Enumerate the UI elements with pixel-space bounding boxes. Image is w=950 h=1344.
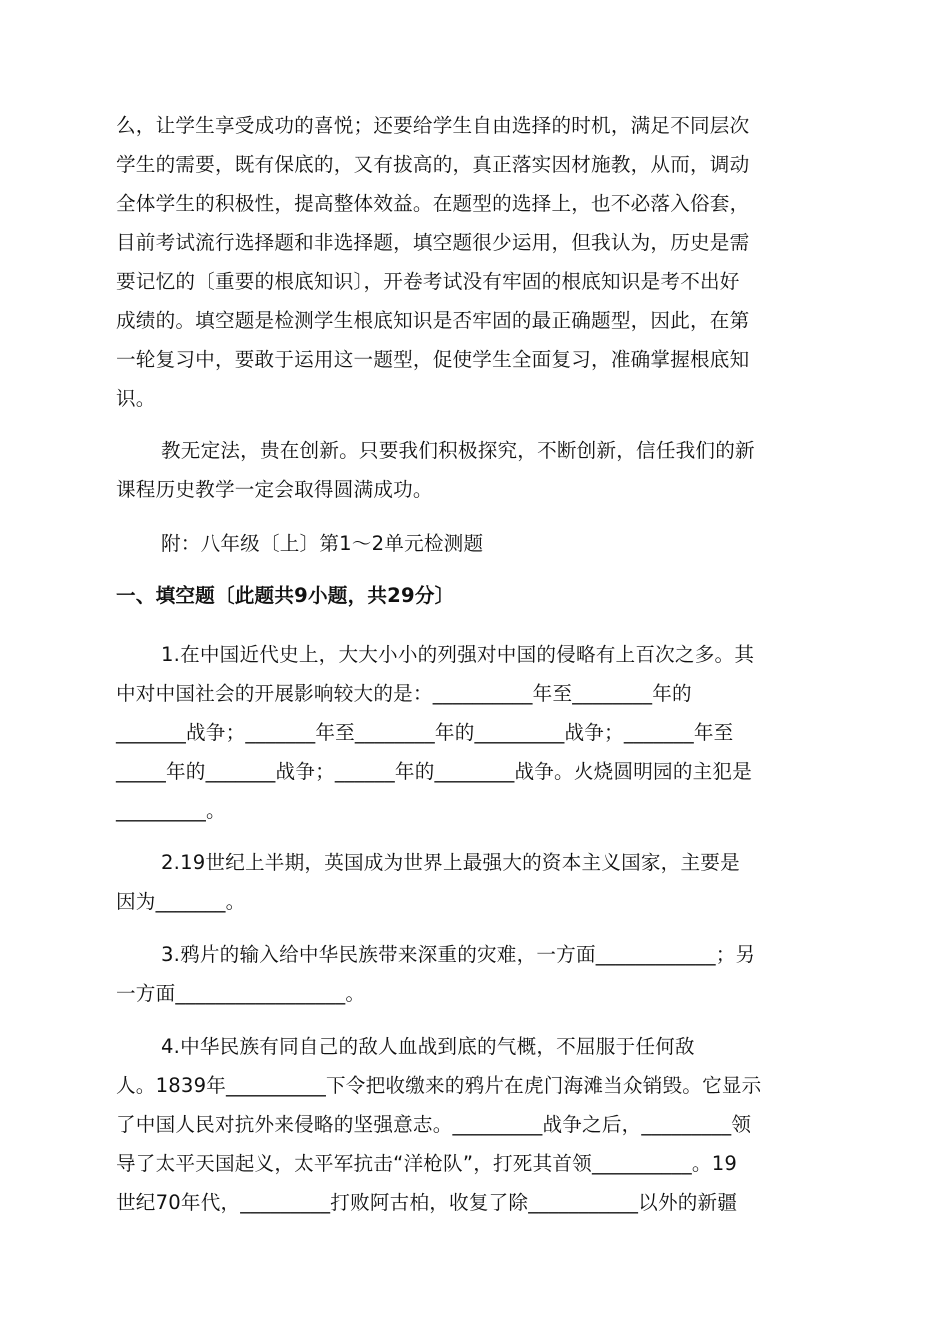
question-1-line: 1.在中国近代史上，大大小小的列强对中国的侵略有上百次之多。其 <box>161 643 755 666</box>
paragraph-line: 成绩的。填空题是检测学生根底知识是否牢固的最正确题型，因此，在第 <box>116 309 750 332</box>
section-heading: 一、填空题〔此题共9小题，共29分〕 <box>116 584 455 607</box>
question-3-line: 一方面_________________。 <box>116 982 366 1005</box>
paragraph-line: 识。 <box>116 387 156 410</box>
question-4-line: 世纪70年代，_________打败阿古柏，收复了除___________以外的新疆 <box>116 1191 738 1214</box>
question-1-line: _____年的_______战争；______年的________战争。火烧圆明园的主犯是 <box>116 760 752 783</box>
paragraph-line: 教无定法，贵在创新。只要我们积极探究，不断创新，信任我们的新 <box>161 439 755 462</box>
paragraph-line: 要记忆的〔重要的根底知识〕，开卷考试没有牢固的根底知识是考不出好 <box>116 270 740 293</box>
appendix-title: 附：八年级〔上〕第1～2单元检测题 <box>161 532 484 555</box>
question-3-line: 3.鸦片的输入给中华民族带来深重的灾难，一方面____________；另 <box>161 943 756 966</box>
question-4-line: 了中国人民对抗外来侵略的坚强意志。_________战争之后，_________领 <box>116 1113 752 1136</box>
question-1-line: _______战争；_______年至________年的_________战争；_______年至 <box>116 721 734 744</box>
question-4-line: 4.中华民族有同自己的敌人血战到底的气概，不屈服于任何敌 <box>161 1035 695 1058</box>
question-2-line: 因为_______。 <box>116 890 246 913</box>
question-1-line: _________。 <box>116 799 226 822</box>
question-1-line: 中对中国社会的开展影响较大的是：__________年至________年的 <box>116 682 692 705</box>
paragraph-line: 么，让学生享受成功的喜悦；还要给学生自由选择的时机，满足不同层次 <box>116 114 750 137</box>
question-4-line: 人。1839年__________下令把收缴来的鸦片在虎门海滩当众销毁。它显示 <box>116 1074 762 1097</box>
paragraph-line: 学生的需要，既有保底的，又有拔高的，真正落实因材施教，从而，调动 <box>116 153 750 176</box>
question-4-line: 导了太平天国起义，太平军抗击“洋枪队”，打死其首领__________。19 <box>116 1152 738 1175</box>
paragraph-line: 课程历史教学一定会取得圆满成功。 <box>116 478 433 501</box>
paragraph-line: 全体学生的积极性，提高整体效益。在题型的选择上，也不必落入俗套， <box>116 192 750 215</box>
question-2-line: 2.19世纪上半期，英国成为世界上最强大的资本主义国家，主要是 <box>161 851 740 874</box>
paragraph-line: 一轮复习中，要敢于运用这一题型，促使学生全面复习，准确掌握根底知 <box>116 348 750 371</box>
paragraph-line: 目前考试流行选择题和非选择题，填空题很少运用，但我认为，历史是需 <box>116 231 750 254</box>
